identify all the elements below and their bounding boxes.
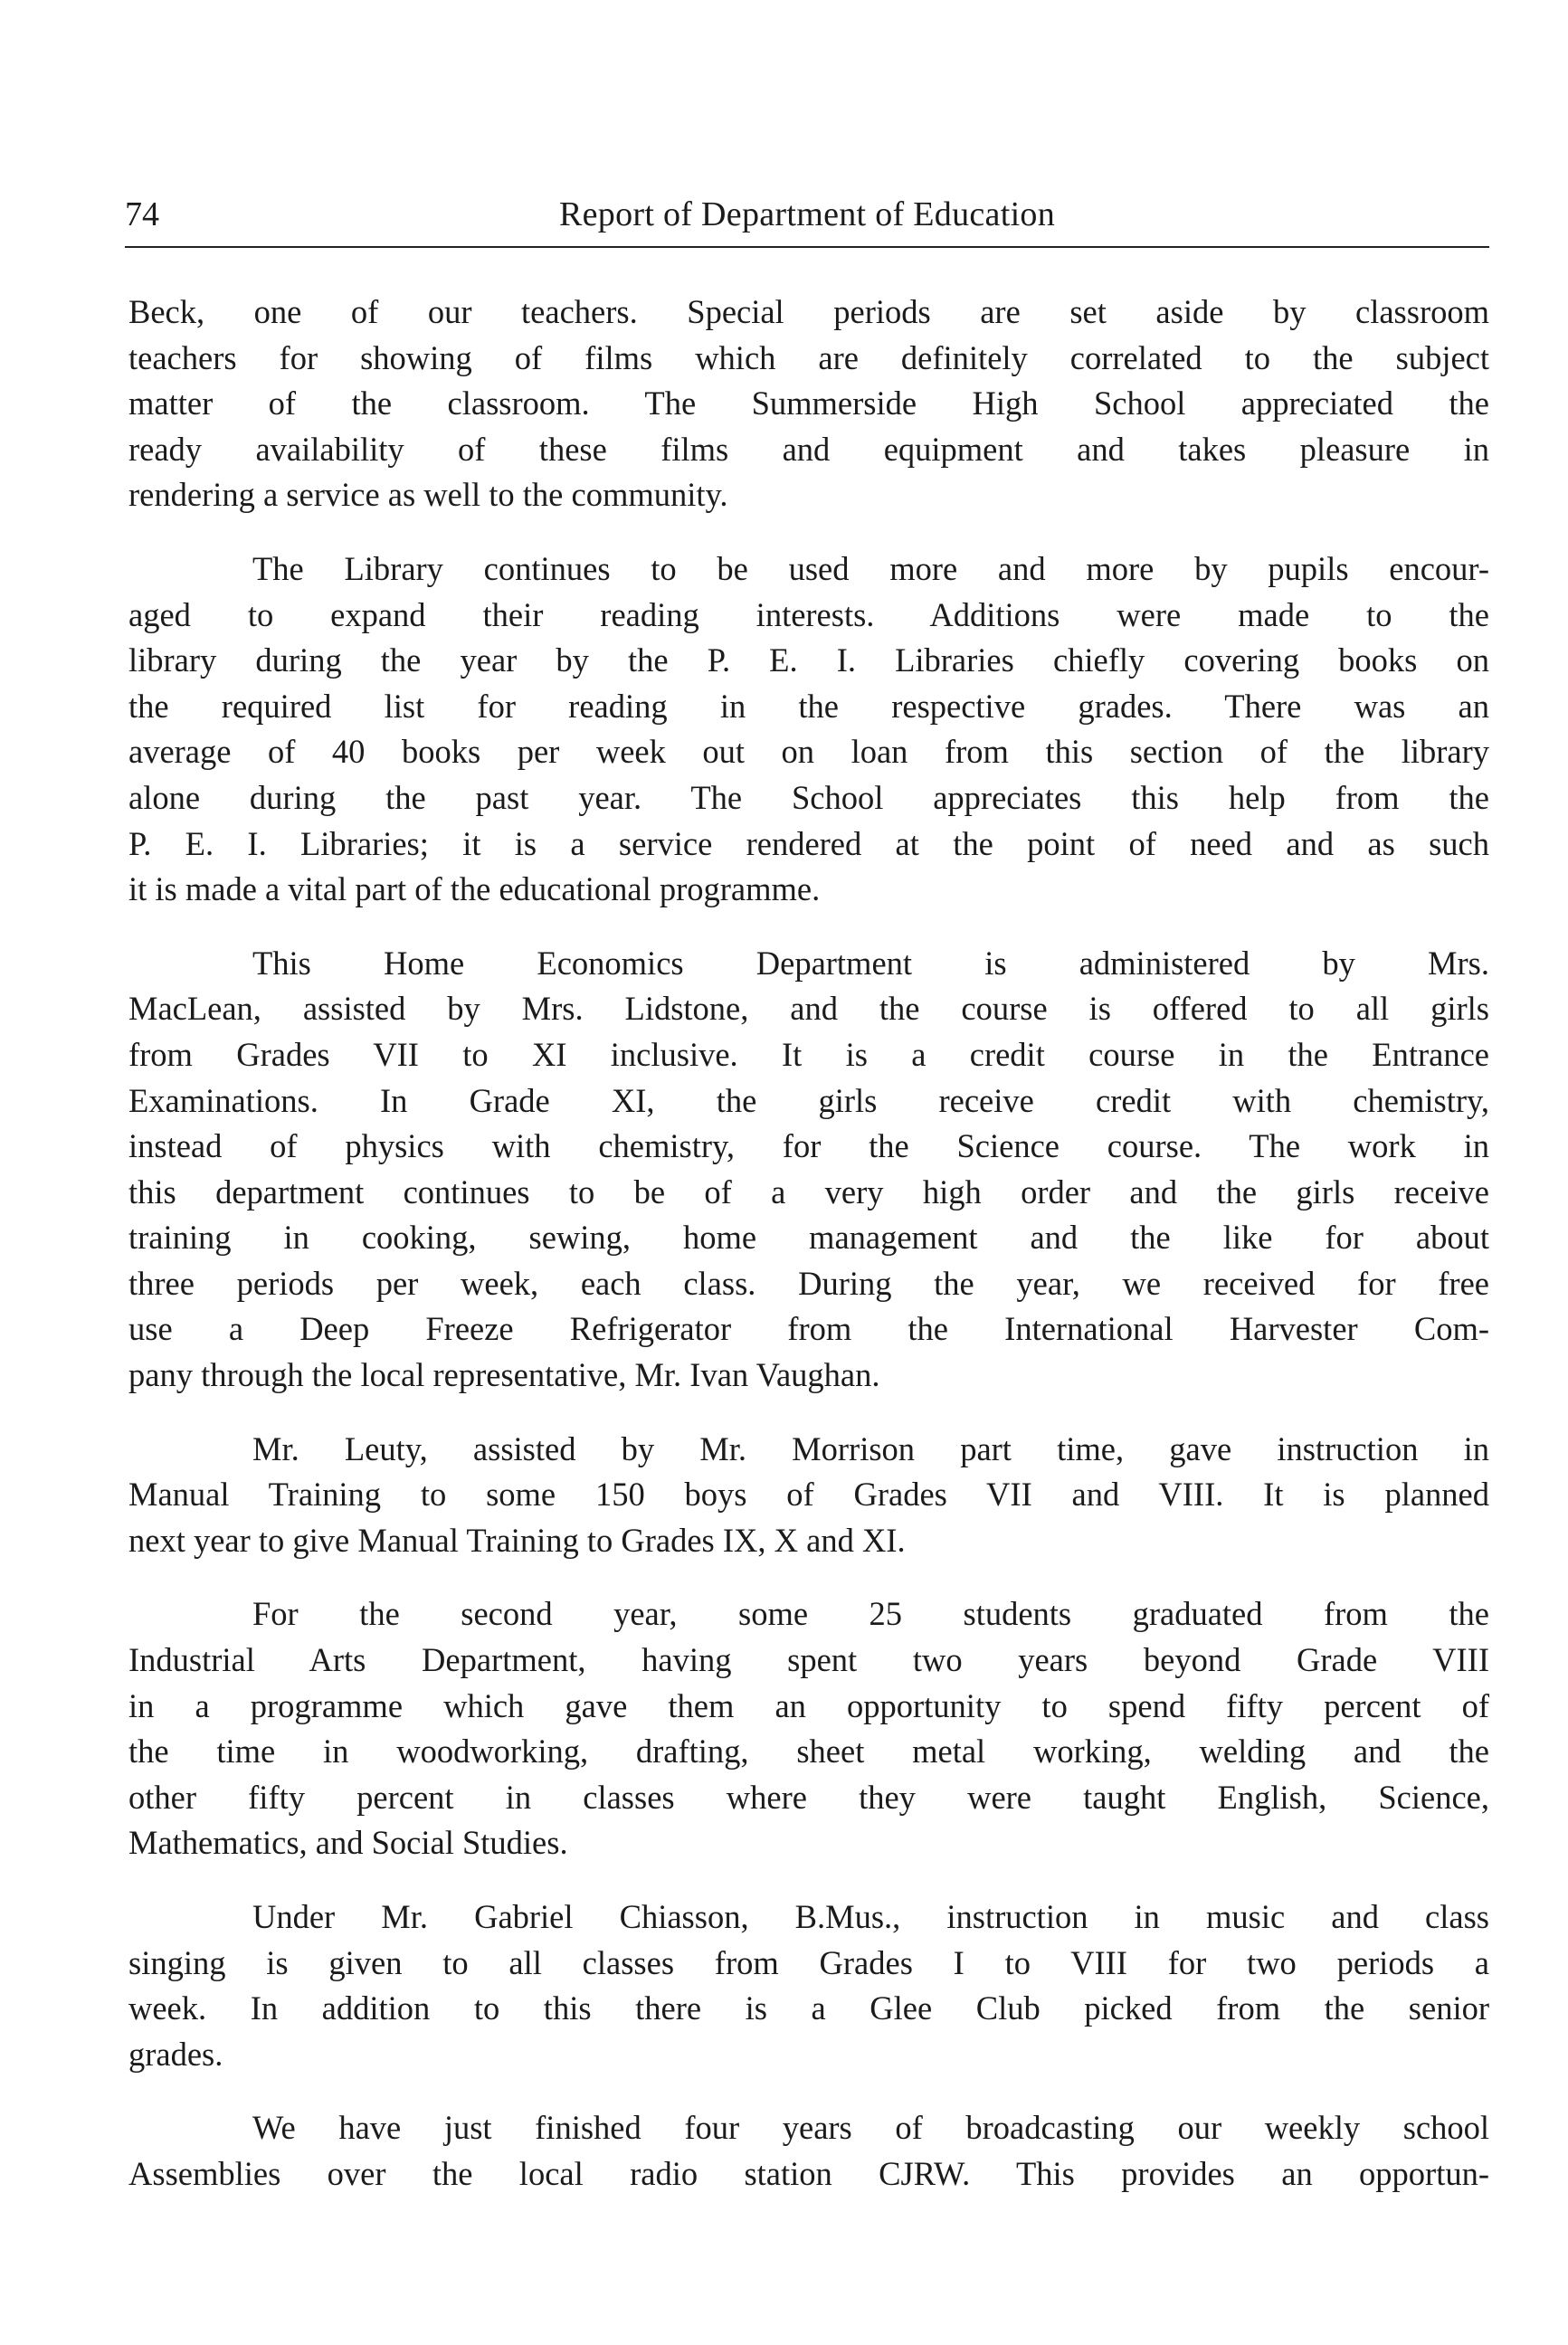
text-line: Mr. Leuty, assisted by Mr. Morrison part time, gave instruction in — [252, 1429, 1489, 1467]
text-line: use a Deep Freeze Refrigerator from the International Harvester Com- — [128, 1310, 1489, 1348]
text-line: This Home Economics Department is administered by Mrs. — [252, 944, 1489, 982]
paragraph — [128, 1894, 1489, 2077]
text-line: it is made a vital part of the educational programme. — [128, 870, 821, 908]
text-line: next year to give Manual Training to Grades IX, X and XI. — [128, 1521, 906, 1559]
text-line: pany through the local representative, Mr. Ivan Vaughan. — [128, 1356, 880, 1394]
text-line: Mathematics, and Social Studies. — [128, 1824, 568, 1862]
running-title: Report of Department of Education — [558, 195, 1056, 233]
text-line: rendering a service as well to the community. — [128, 476, 728, 514]
text-line: Assemblies over the local radio station CJRW. This provides an opportun- — [128, 2154, 1489, 2192]
header-rule — [125, 246, 1489, 248]
text-line: in a programme which gave them an opportunity to spend fifty percent of — [128, 1686, 1489, 1724]
body-text — [128, 290, 1489, 2226]
text-line: the time in woodworking, drafting, sheet metal working, welding and the — [128, 1733, 1489, 1771]
paragraph — [128, 941, 1489, 1399]
text-line: Manual Training to some 150 boys of Grades VII and VIII. It is planned — [128, 1476, 1489, 1514]
text-line: ready availability of these films and equipment and takes pleasure in — [128, 430, 1489, 468]
text-line: instead of physics with chemistry, for the Science course. The work in — [128, 1127, 1489, 1165]
text-line: singing is given to all classes from Grades I to VIII for two periods a — [128, 1943, 1489, 1981]
text-line: three periods per week, each class. During the year, we received for free — [128, 1264, 1489, 1302]
text-line: training in cooking, sewing, home management and the like for about — [128, 1219, 1489, 1257]
text-line: P. E. I. Libraries; it is a service rendered at the point of need and as such — [128, 824, 1489, 862]
text-line: teachers for showing of films which are definitely correlated to the subject — [128, 338, 1489, 376]
text-line: Beck, one of our teachers. Special periods are set aside by classroom — [128, 293, 1489, 330]
text-line: We have just finished four years of broadcasting our weekly school — [252, 2109, 1489, 2147]
text-line: library during the year by the P. E. I. Libraries chiefly covering books on — [128, 641, 1489, 679]
text-line: For the second year, some 25 students graduated from the — [252, 1595, 1489, 1633]
text-line: The Library continues to be used more and more by pupils encour- — [252, 549, 1489, 587]
text-line: Industrial Arts Department, having spent two years beyond Grade VIII — [128, 1641, 1489, 1679]
text-line: Examinations. In Grade XI, the girls receive credit with chemistry, — [128, 1081, 1489, 1119]
page-number: 74 — [125, 195, 159, 233]
text-line: grades. — [128, 2035, 223, 2073]
text-line: this department continues to be of a very high order and the girls receive — [128, 1172, 1489, 1210]
text-line: the required list for reading in the respective grades. There was an — [128, 687, 1489, 725]
text-line: Under Mr. Gabriel Chiasson, B.Mus., instruction in music and class — [252, 1898, 1489, 1935]
page-header — [125, 192, 1489, 246]
text-line: other fifty percent in classes where they were taught English, Science, — [128, 1778, 1489, 1816]
paragraph — [128, 1427, 1489, 1564]
text-line: MacLean, assisted by Mrs. Lidstone, and the course is offered to all girls — [128, 990, 1489, 1028]
paragraph — [128, 290, 1489, 518]
text-line: aged to expand their reading interests. Additions were made to the — [128, 595, 1489, 633]
text-line: week. In addition to this there is a Glee Club picked from the senior — [128, 1989, 1489, 2027]
paragraph — [128, 546, 1489, 913]
paragraph — [128, 2105, 1489, 2197]
text-line: matter of the classroom. The Summerside High School appreciated the — [128, 385, 1489, 422]
paragraph — [128, 1591, 1489, 1866]
text-line: average of 40 books per week out on loan from this section of the library — [128, 733, 1489, 771]
text-line: alone during the past year. The School appreciates this help from the — [128, 778, 1489, 816]
text-line: from Grades VII to XI inclusive. It is a credit course in the Entrance — [128, 1035, 1489, 1073]
